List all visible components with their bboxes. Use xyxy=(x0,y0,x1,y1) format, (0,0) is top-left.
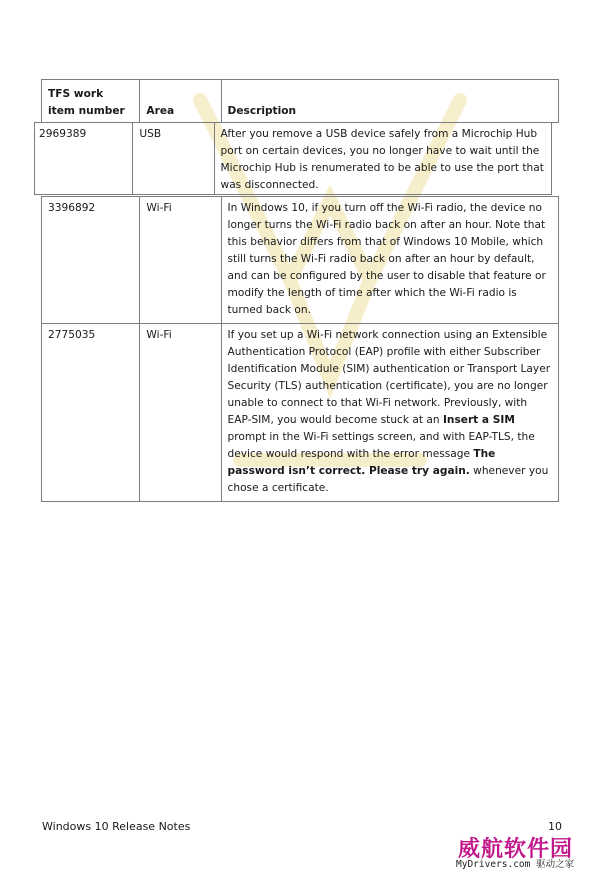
description-cell: In Windows 10, if you turn off the Wi-Fi radio, the device no longer turns the Wi-Fi radio back on after an hour. Note that this behavior differs from that of Windows 10 Mobile, which still turns the Wi-Fi radio back on after an hour by default, and can be configured by the user to disable that feature or modify the length of time after which the Wi-Fi radio is turned back on. xyxy=(221,197,558,324)
site-name-text: 威航软件园 xyxy=(458,836,574,862)
column-header-description: Description xyxy=(221,80,558,123)
insert-sim-prompt-text: Insert a SIM xyxy=(442,414,515,426)
site-url-text: MyDrivers.com xyxy=(456,859,531,870)
description-text: whenever you chose a certificate. xyxy=(227,465,549,494)
table-row xyxy=(42,324,559,502)
tfs-item-number: 2775035 xyxy=(42,324,140,502)
description-cell xyxy=(221,324,558,502)
site-watermark-logo xyxy=(452,832,596,872)
table-row xyxy=(35,123,552,195)
tfs-item-number: 2969389 xyxy=(35,123,133,195)
area-cell: USB xyxy=(133,123,214,195)
footer-document-title: Windows 10 Release Notes xyxy=(42,820,191,833)
area-cell: Wi-Fi xyxy=(140,197,221,324)
release-notes-table-body xyxy=(41,196,559,502)
description-text: prompt in the Wi-Fi settings screen, and with EAP-TLS, the device would respond with the error message xyxy=(227,431,535,460)
table-row xyxy=(42,197,559,324)
column-header-area: Area xyxy=(140,80,221,123)
release-notes-table-header xyxy=(41,79,559,123)
page-number: 10 xyxy=(548,820,562,833)
description-cell: After you remove a USB device safely from a Microchip Hub port on certain devices, you no longer have to wait until the Microchip Hub is renumerated to be able to use the port that was disconnected. xyxy=(214,123,551,195)
error-message-text: The password isn’t correct. Please try again. xyxy=(227,448,496,477)
description-text: If you set up a Wi-Fi network connection using an Extensible Authentication Protocol (EAP) profile with either Subscriber Identification Module (SIM) authentication or Transport Layer Security (TLS) authentication (certificate), you are no longer unable to connect to that Wi-Fi network. Previously, with EAP-SIM, you would become stuck at an xyxy=(227,329,551,426)
site-url-line xyxy=(456,856,574,870)
tfs-item-number: 3396892 xyxy=(42,197,140,324)
area-cell: Wi-Fi xyxy=(140,324,221,502)
site-brand-text: 驱动之家 xyxy=(536,859,575,870)
release-notes-table-row-block xyxy=(34,122,552,195)
table-header-row xyxy=(42,80,559,123)
column-header-tfs-item: TFS work item number xyxy=(42,80,140,123)
